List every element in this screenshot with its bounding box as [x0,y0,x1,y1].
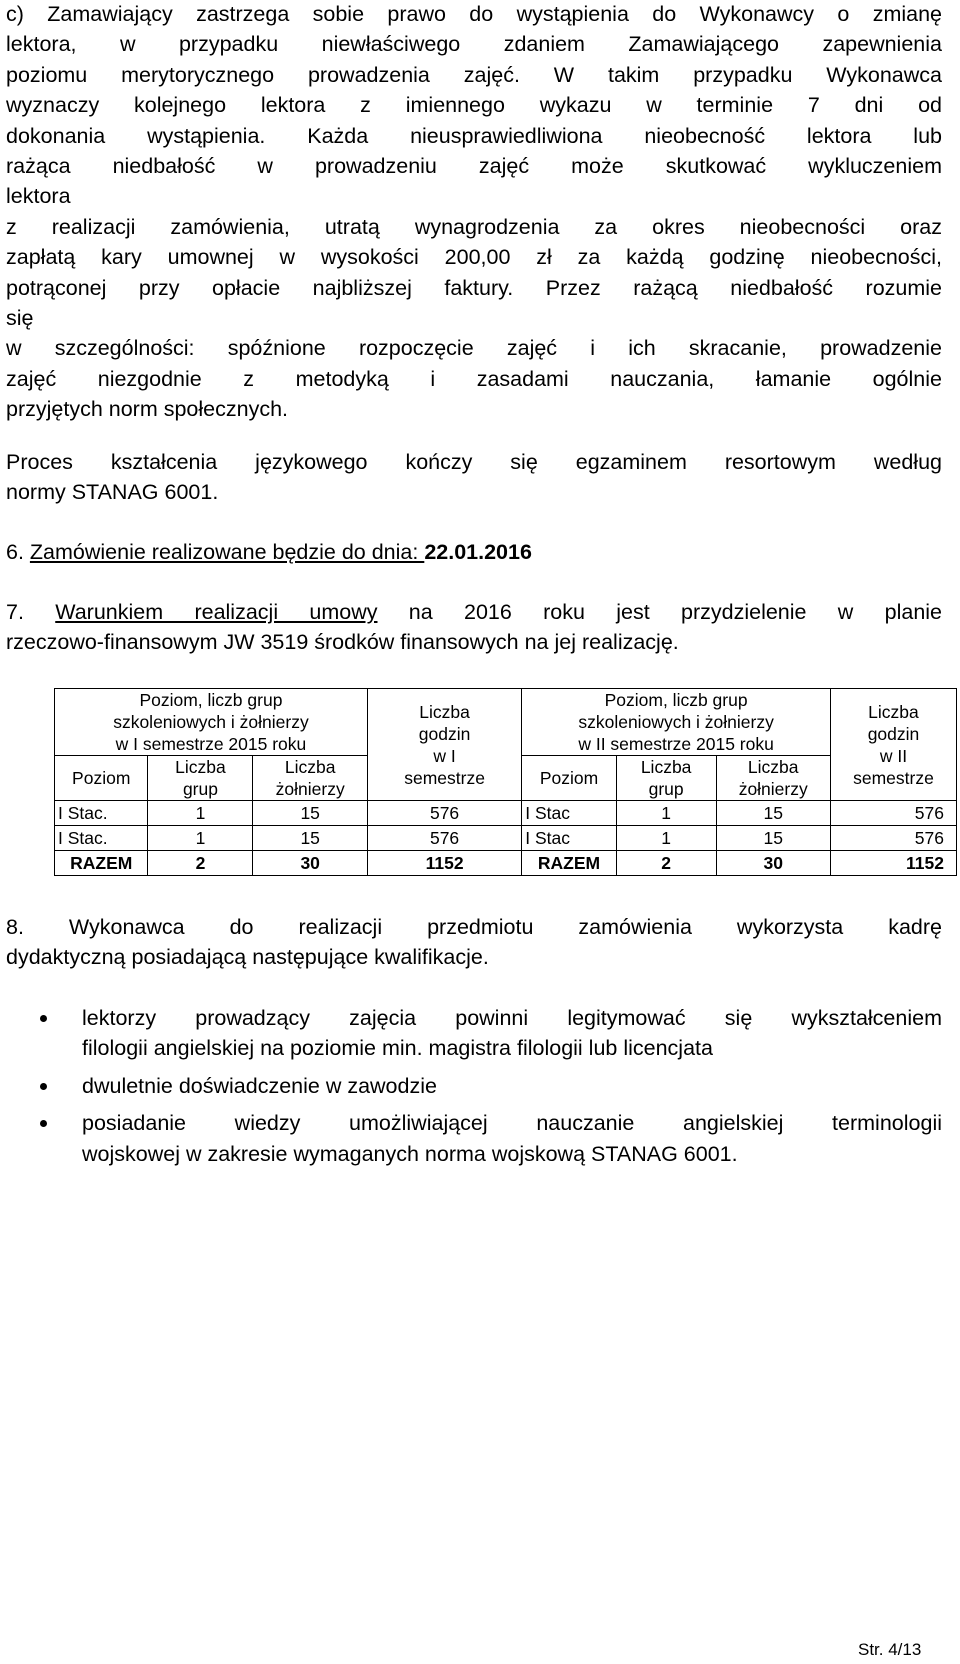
paragraph-proces [6,447,942,508]
groups-table [54,688,957,876]
text-line: lektorzy prowadzący zajęcia powinni legitymować się wykształceniem [82,1006,942,1030]
cell-zolnierzy: 30 [253,851,367,876]
header-line: Poziom, liczb grup [139,690,283,710]
text-line: filologii angielskiej na poziomie min. magistra filologii lub licencjata [82,1036,713,1061]
cell-zolnierzy: 15 [253,801,367,826]
header-line: Liczba [747,757,799,777]
header-line: w I semestrze 2015 roku [115,734,307,754]
list-item [6,1003,942,1064]
cell-godzin: 1152 [367,851,521,876]
point-7-rest: na 2016 roku jest przydzielenie w planie [377,600,943,624]
table-row [55,801,957,826]
header-line: Liczba [868,701,919,722]
col-grup-2 [616,756,716,801]
cell-poziom: RAZEM [55,851,148,876]
header-line: Liczba [284,757,336,777]
text-line: potrąconej przy opłacie najbliższej faktury. Przez rażącą niedbałość rozumie [6,275,942,300]
text-line: lektora [6,184,71,209]
cell-poziom: I Stac [522,826,617,851]
text-line: przyjętych norm społecznych. [6,397,288,422]
hours-2-header [830,689,956,801]
cell-poziom: I Stac. [55,826,148,851]
cell-grup: 2 [616,851,716,876]
point-6-text: Zamówienie realizowane będzie do dnia: [29,540,425,564]
text-line: w szczególności: spóźnione rozpoczęcie zajęć i ich skracanie, prowadzenie [6,336,942,361]
text-line: 8. Wykonawca do realizacji przedmiotu zamówienia wykorzysta kadrę [6,915,942,939]
text-line: dokonania wystąpienia. Każda nieusprawiedliwiona nieobecność lektora lub [6,123,942,148]
text-line: wojskowej w zakresie wymaganych norma wojskową STANAG 6001. [82,1141,738,1166]
text-line: rzeczowo-finansowym JW 3519 środków finansowych na jej realizację. [6,630,679,655]
text-line: z realizacji zamówienia, utratą wynagrodzenia za okres nieobecności oraz [6,214,942,239]
text-line: poziomu merytorycznego prowadzenia zajęć. W takim przypadku Wykonawca [6,62,942,87]
header-line: Poziom, liczb grup [604,690,748,710]
text-line: zapłatą kary umownej w wysokości 200,00 zł za każdą godzinę nieobecności, [6,245,942,270]
semester-2-header [522,689,831,756]
cell-poziom: RAZEM [522,851,617,876]
cell-zolnierzy: 30 [716,851,830,876]
point-7 [6,597,942,658]
col-poziom-2: Poziom [522,756,617,801]
header-line: Liczba [175,757,226,777]
qualifications-list [6,1003,942,1176]
cell-zolnierzy: 15 [253,826,367,851]
cell-godzin: 576 [830,801,956,826]
cell-poziom: I Stac. [55,801,148,826]
table-sum-row [55,851,957,876]
header-line: Liczba [419,701,470,722]
header-line: semestrze [853,767,934,788]
semester-1-header [55,689,368,756]
cell-grup: 2 [148,851,253,876]
cell-godzin: 576 [367,826,521,851]
cell-godzin: 576 [830,826,956,851]
col-grup-1 [148,756,253,801]
text-line: zajęć niezgodnie z metodyką i zasadami nauczania, łamanie ogólnie [6,366,942,391]
header-line: w II [879,745,908,766]
cell-grup: 1 [616,826,716,851]
cell-grup: 1 [148,801,253,826]
header-line: żołnierzy [738,779,808,799]
text-line: się [6,306,34,331]
hours-1-header [367,689,521,801]
header-line: żołnierzy [275,779,345,799]
text-line: lektora, w przypadku niewłaściwego zdaniem Zamawiającego zapewnienia [6,32,942,57]
bullet-icon [40,1120,47,1127]
cell-godzin: 576 [367,801,521,826]
point-6-prefix: 6. [6,540,30,564]
header-line: godzin [418,723,471,744]
text-line: normy STANAG 6001. [6,480,219,505]
bullet-icon [40,1015,47,1022]
table-row [55,826,957,851]
header-line: szkoleniowych i żołnierzy [113,712,309,732]
paragraph-c [6,0,942,425]
cell-zolnierzy: 15 [716,801,830,826]
cell-godzin: 1152 [830,851,956,876]
point-7-underlined: Warunkiem realizacji umowy [55,600,378,624]
header-line: godzin [867,723,920,744]
cell-zolnierzy: 15 [716,826,830,851]
col-zolnierzy-2 [716,756,830,801]
text-line: Proces kształcenia językowego kończy się egzaminem resortowym według [6,450,942,474]
text-line: dwuletnie doświadczenie w zawodzie [82,1073,437,1098]
text-line [6,597,942,627]
point-6-date: 22.01.2016 [424,540,532,564]
text-line: rażąca niedbałość w prowadzeniu zajęć może skutkować wykluczeniem [6,154,942,179]
cell-poziom: I Stac [522,801,617,826]
list-item [6,1108,942,1169]
page-number: Str. 4/13 [858,1640,922,1659]
header-line: w II semestrze 2015 roku [578,734,774,754]
cell-grup: 1 [148,826,253,851]
header-line: w I [433,745,456,766]
point-7-prefix: 7. [6,600,56,624]
header-line: szkoleniowych i żołnierzy [578,712,774,732]
point-6 [6,537,942,567]
header-line: grup [182,779,218,799]
text-line: dydaktyczną posiadającą następujące kwalifikacje. [6,945,489,970]
header-line: semestrze [404,767,485,788]
point-8 [6,912,942,973]
header-line: Liczba [640,757,692,777]
bullet-icon [40,1083,47,1090]
col-poziom-1: Poziom [55,756,148,801]
text-line: c) Zamawiający zastrzega sobie prawo do wystąpienia do Wykonawcy o zmianę [6,2,942,26]
text-line: posiadanie wiedzy umożliwiającej nauczanie angielskiej terminologii [82,1111,942,1136]
col-zolnierzy-1 [253,756,367,801]
cell-grup: 1 [616,801,716,826]
list-item [6,1071,942,1101]
header-line: grup [648,779,684,799]
text-line: wyznaczy kolejnego lektora z imiennego wykazu w terminie 7 dni od [6,93,942,118]
